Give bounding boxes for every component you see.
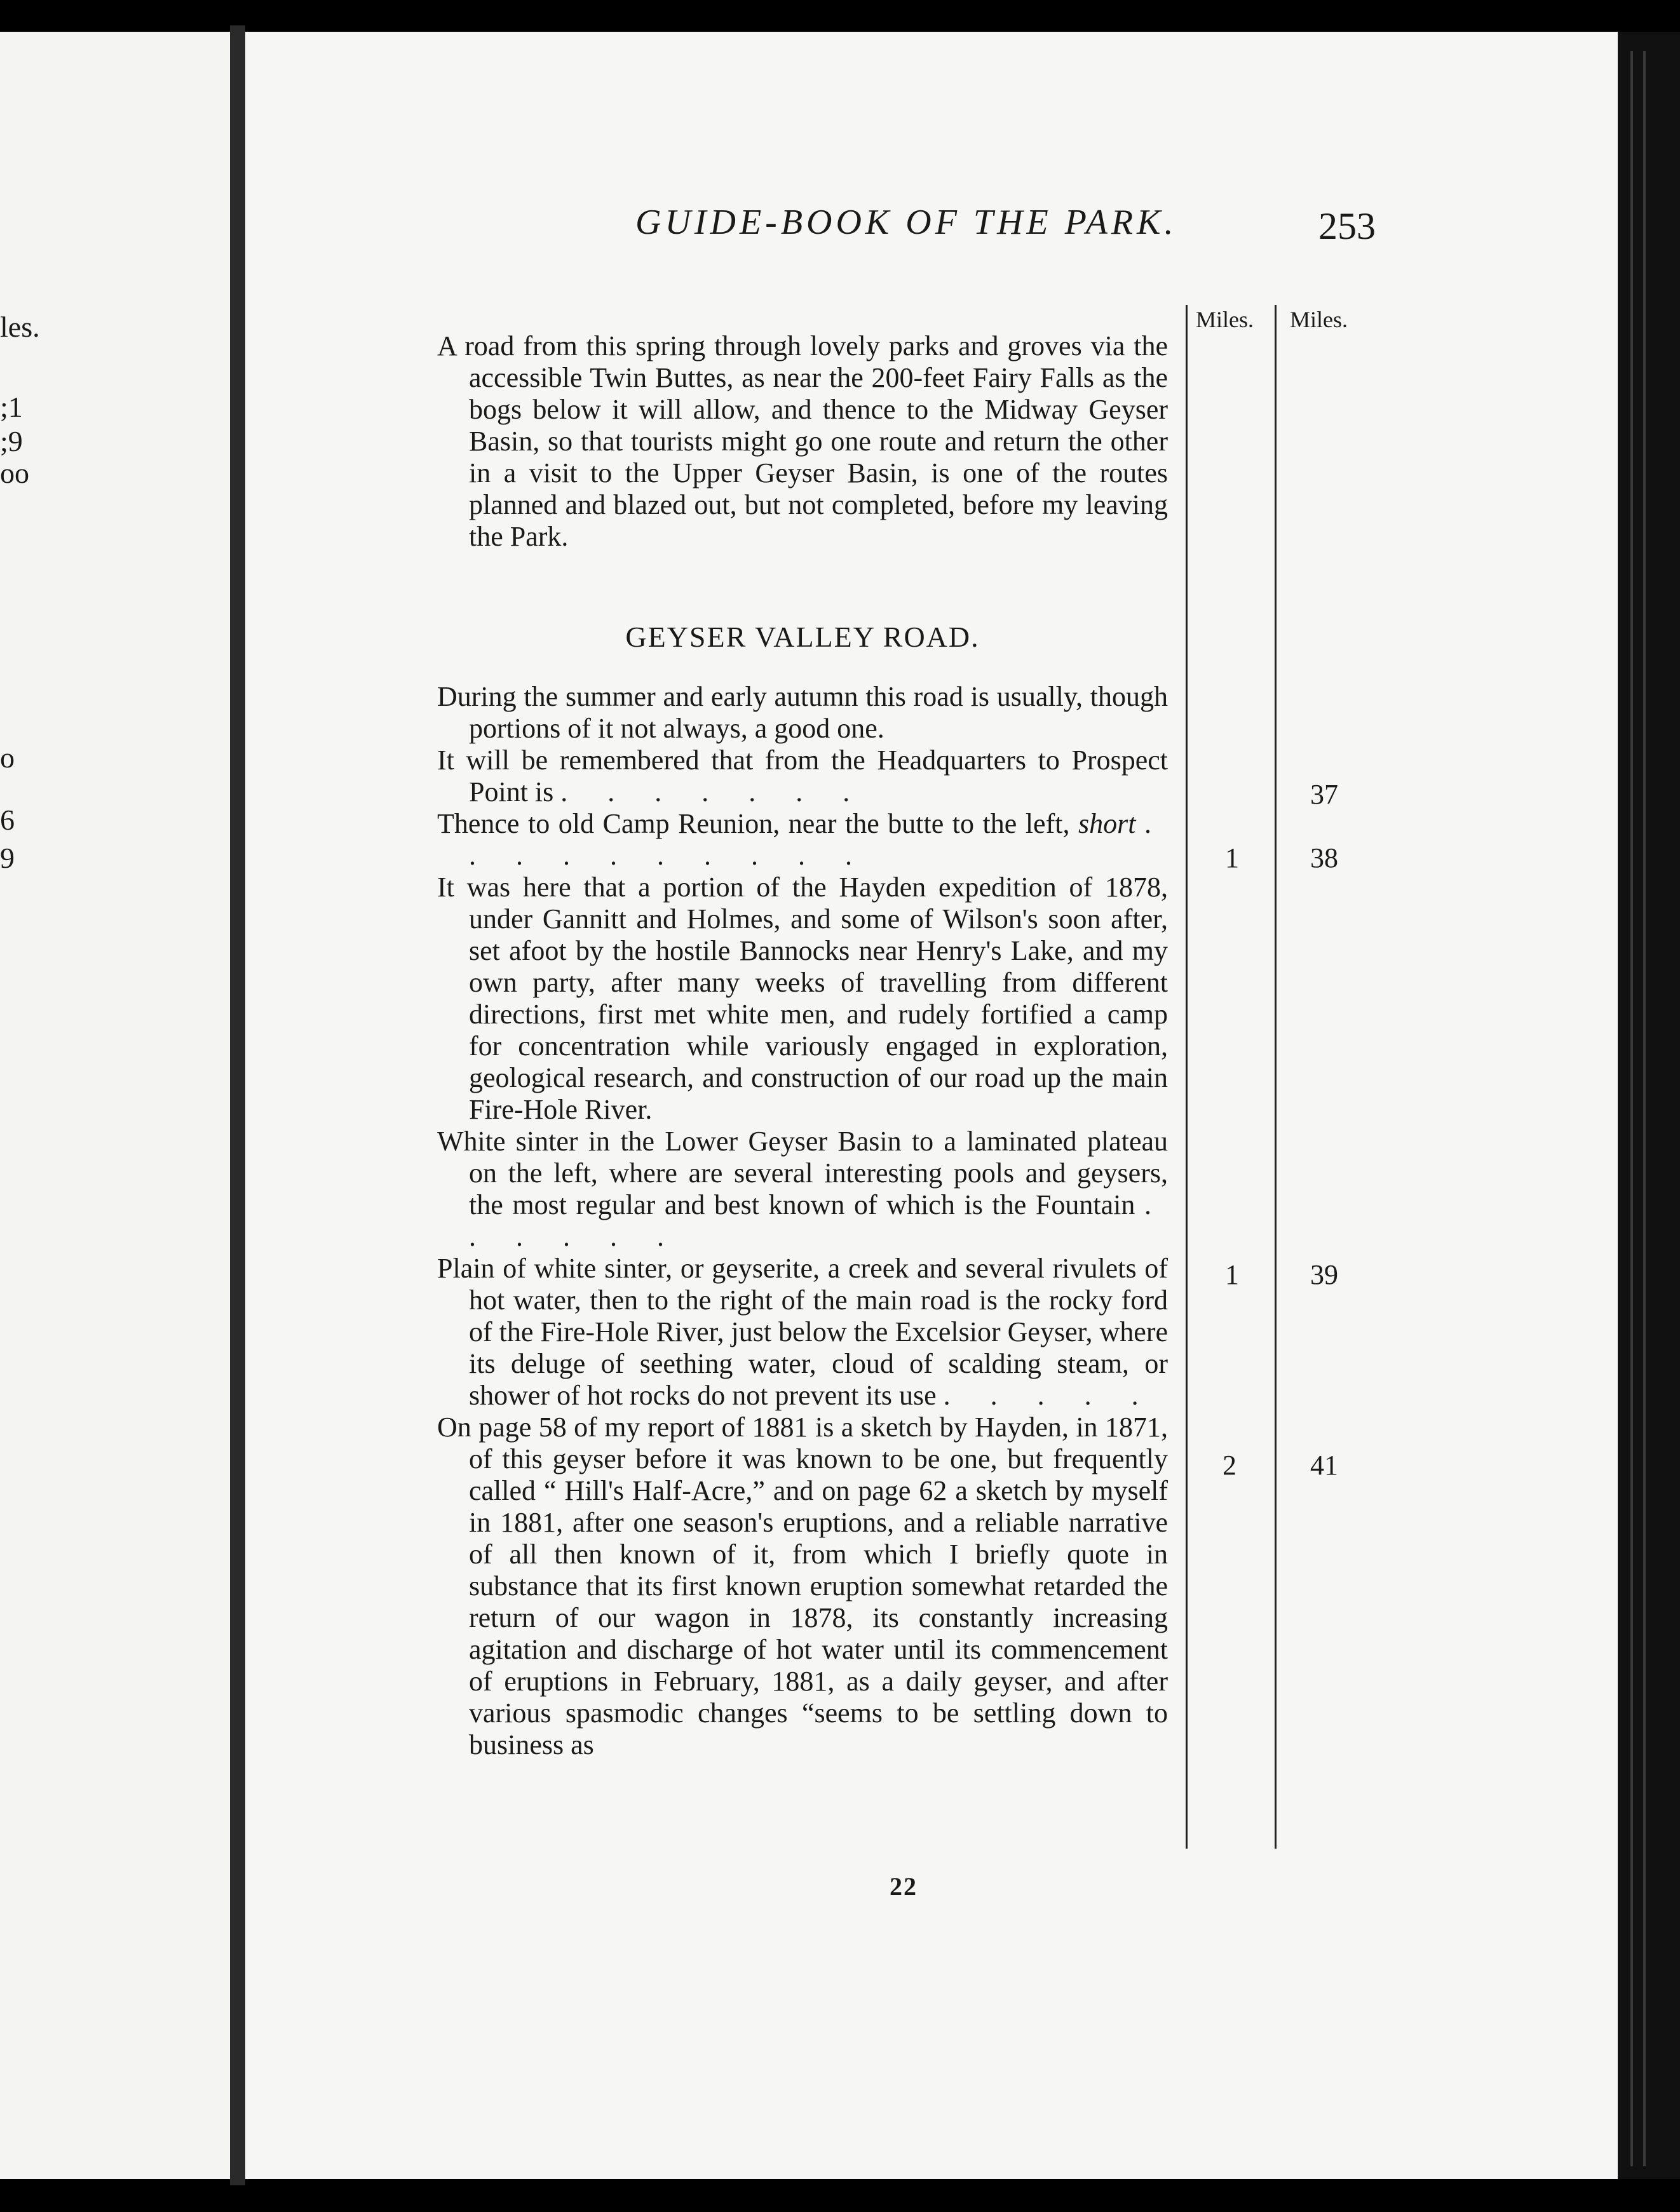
entry-paragraph: During the summer and early autumn this road is usually, though portions of it not always, a good one. xyxy=(437,681,1168,744)
book-gutter xyxy=(230,25,245,2185)
running-head: GUIDE-BOOK OF THE PARK. xyxy=(635,203,1177,242)
section-heading-block xyxy=(437,621,1168,653)
leader-dots: . . . . . xyxy=(943,1380,1155,1411)
miles-column-header: Miles. xyxy=(1196,307,1254,332)
section-title: GEYSER VALLEY ROAD. xyxy=(625,621,980,653)
entry-text: It will be remembered that from the Headquarters to Prospect Point is xyxy=(437,745,1168,807)
left-page-fragment xyxy=(0,32,230,2179)
left-fragment-num: oo xyxy=(0,457,29,489)
entry-paragraph: It was here that a portion of the Hayden expedition of 1878, under Gannitt and Holmes, and some of Wilson's soon after, set afoot by the hostile Bannocks near Henry's Lake, and my own party, after many weeks of travelling from different directions, first met white men, and rudely fortified a camp for concentration while variously engaged in exploration, geological research, and construction of our road up the main Fire-Hole River. xyxy=(437,872,1168,1125)
miles-value: 2 xyxy=(1223,1450,1236,1481)
column-rule xyxy=(1275,305,1277,1849)
column-rule xyxy=(1186,305,1188,1849)
entry-paragraph xyxy=(437,745,1168,808)
intro-paragraph: A road from this spring through lovely parks and groves via the accessible Twin Buttes, as near the 200-feet Fairy Falls as the bogs below it will allow, and thence to the Midway Geyser Basin, so that tourists might go one route and return the other in a visit to the Upper Geyser Basin, is one of the routes planned and blazed out, but not completed, before my leaving the Park. xyxy=(437,330,1168,552)
left-fragment-miles: les. xyxy=(0,311,40,343)
left-fragment-num: ;9 xyxy=(0,425,23,457)
leader-dots: . . . . . . . xyxy=(560,776,867,807)
entry-paragraph xyxy=(437,1126,1168,1253)
total-miles-value: 39 xyxy=(1310,1259,1338,1290)
page-edge xyxy=(1618,32,1680,2179)
left-fragment-num: 6 xyxy=(0,804,15,836)
entry-paragraph xyxy=(437,808,1168,872)
entry-italic: short xyxy=(1078,808,1136,839)
intro-block xyxy=(437,330,1168,553)
entry-text: White sinter in the Lower Geyser Basin to a laminated plateau on the left, where are several interesting pools and geysers, the most regular and best known of which is the Fountain xyxy=(437,1126,1168,1220)
signature-mark: 22 xyxy=(890,1872,918,1901)
entry-paragraph: On page 58 of my report of 1881 is a sketch by Hayden, in 1871, of this geyser before it was known to be one, but frequently called “ Hill's Half-Acre,” and on page 62 a sketch by myself in 1881, after one season's eruptions, and a reliable narrative of all then known of it, from which I briefly quote in substance that its first known eruption somewhat retarded the return of our wagon in 1878, its constantly increasing agitation and discharge of hot water until its commencement of eruptions in February, 1881, as a daily geyser, and after various spasmodic changes “seems to be settling down to business as xyxy=(437,1412,1168,1760)
total-miles-column-header: Miles. xyxy=(1290,307,1348,332)
entry-block xyxy=(437,681,1168,1761)
leader-dots: . . . . . . xyxy=(469,1189,1169,1252)
entry-paragraph xyxy=(437,1253,1168,1412)
total-miles-value: 41 xyxy=(1310,1450,1338,1481)
total-miles-value: 38 xyxy=(1310,842,1338,873)
miles-value: 1 xyxy=(1225,1259,1239,1290)
leader-dots: . . . . . . . . . . xyxy=(469,808,1169,871)
page-number: 253 xyxy=(1318,205,1376,247)
left-fragment-num: o xyxy=(0,741,15,774)
total-miles-value: 37 xyxy=(1310,779,1338,810)
left-fragment-num: ;1 xyxy=(0,391,23,423)
left-fragment-num: 9 xyxy=(0,842,15,874)
entry-text: Thence to old Camp Reunion, near the butte to the left, xyxy=(437,808,1070,839)
entry-text: Plain of white sinter, or geyserite, a creek and several rivulets of hot water, then to the right of the main road is the rocky ford of the Fire-Hole River, just below the Excelsior Geyser, where its deluge of seething water, cloud of scalding steam, or shower of hot rocks do not prevent its use xyxy=(437,1253,1168,1411)
miles-value: 1 xyxy=(1225,842,1239,873)
